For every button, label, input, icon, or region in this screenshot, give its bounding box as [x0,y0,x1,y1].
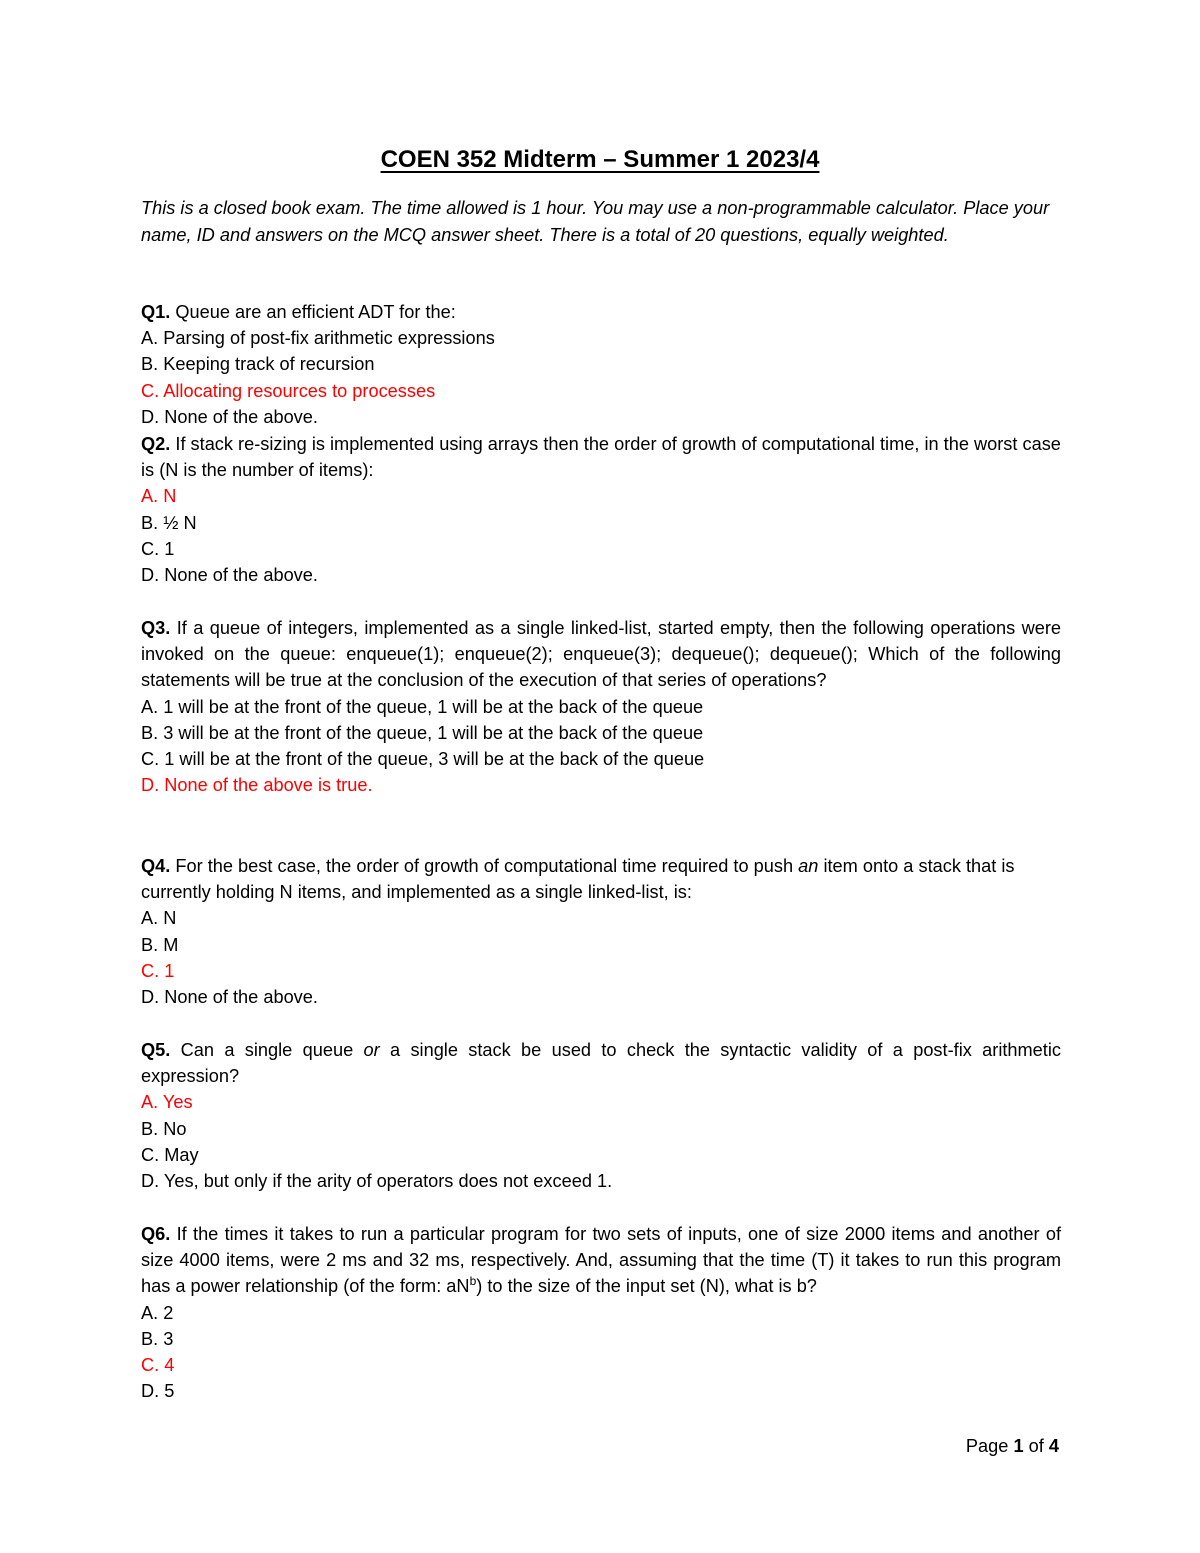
question-text: For the best case, the order of growth of computational time required to push an item onto a stack that is currently holding N items, and implemented as a single linked-list, is: [141,856,1015,903]
question-text: If the times it takes to run a particular program for two sets of inputs, one of size 2000 items and another of size 4000 items, were 2 ms and 32 ms, respectively. And, assuming that the time (T) it takes to run this program has a power relationship (of the form: $aN^b$) to the size of the input set (N), what is b? [141,1224,1061,1297]
question-number: Q6. [141,1224,171,1244]
exam-instructions: This is a closed book exam. The time allowed is 1 hour. You may use a non-programmable calculator. Place your name, ID and answers on the MCQ answer sheet. There is a total of 20 questions, equally weighted. [141,198,1050,245]
page-number: Page 1 of 4 [965,1436,1059,1456]
option-a: A. N [141,908,177,929]
question-text: If a queue of integers, implemented as a single linked-list, started empty, then the following operations were invoked on the queue: enqueue(1); enqueue(2); enqueue(3); dequeue(); dequeue(); Which of the following statements will be true at the conclusion of the execution of that series of operations? [141,618,1061,691]
option-c: C. May [141,1144,199,1165]
option-b: B. No [141,1118,187,1139]
option-a: A. 1 will be at the front of the queue, 1 will be at the back of the queue [141,696,704,717]
question-number: Q2. [141,434,171,454]
question-2 [141,431,1061,588]
question-6 [141,1221,1061,1404]
option-b: B. M [141,934,179,955]
option-b: B. 3 [141,1328,174,1349]
option-c: C. 1 [141,960,175,981]
option-b: B. Keeping track of recursion [141,354,375,375]
question-4 [141,853,1061,1010]
option-d: D. 5 [141,1381,175,1402]
option-d: D. None of the above is true. [141,775,373,796]
question-number: Q1. [141,302,171,322]
option-c: C. 4 [141,1355,175,1376]
option-c: C. 1 [141,538,175,559]
option-d: D. Yes, but only if the arity of operators does not exceed 1. [141,1171,613,1192]
question-1 [141,299,1061,430]
option-c: C. Allocating resources to processes [141,380,436,401]
option-a: A. Yes [141,1092,193,1113]
option-b: B. 3 will be at the front of the queue, 1 will be at the back of the queue [141,722,704,743]
question-3 [141,615,1061,798]
option-d: D. None of the above. [141,565,318,586]
question-text: Queue are an efficient ADT for the: [175,302,456,322]
question-number: Q4. [141,856,171,876]
question-text: Can a single queue or a single stack be used to check the syntactic validity of a post-fix arithmetic expression? [141,1040,1061,1087]
option-a: A. Parsing of post-fix arithmetic expressions [141,328,495,349]
page-title: COEN 352 Midterm – Summer 1 2023/4 [380,146,820,173]
option-a: A. N [141,486,177,507]
option-d: D. None of the above. [141,987,318,1008]
option-a: A. 2 [141,1302,174,1323]
question-text: If stack re-sizing is implemented using arrays then the order of growth of computational time, in the worst case is (N is the number of items): [141,434,1061,481]
option-c: C. 1 will be at the front of the queue, 3 will be at the back of the queue [141,749,705,770]
option-d: D. None of the above. [141,406,318,427]
question-number: Q5. [141,1040,171,1060]
question-5 [141,1037,1061,1194]
option-b: B. ½ N [141,512,197,533]
question-number: Q3. [141,618,171,638]
